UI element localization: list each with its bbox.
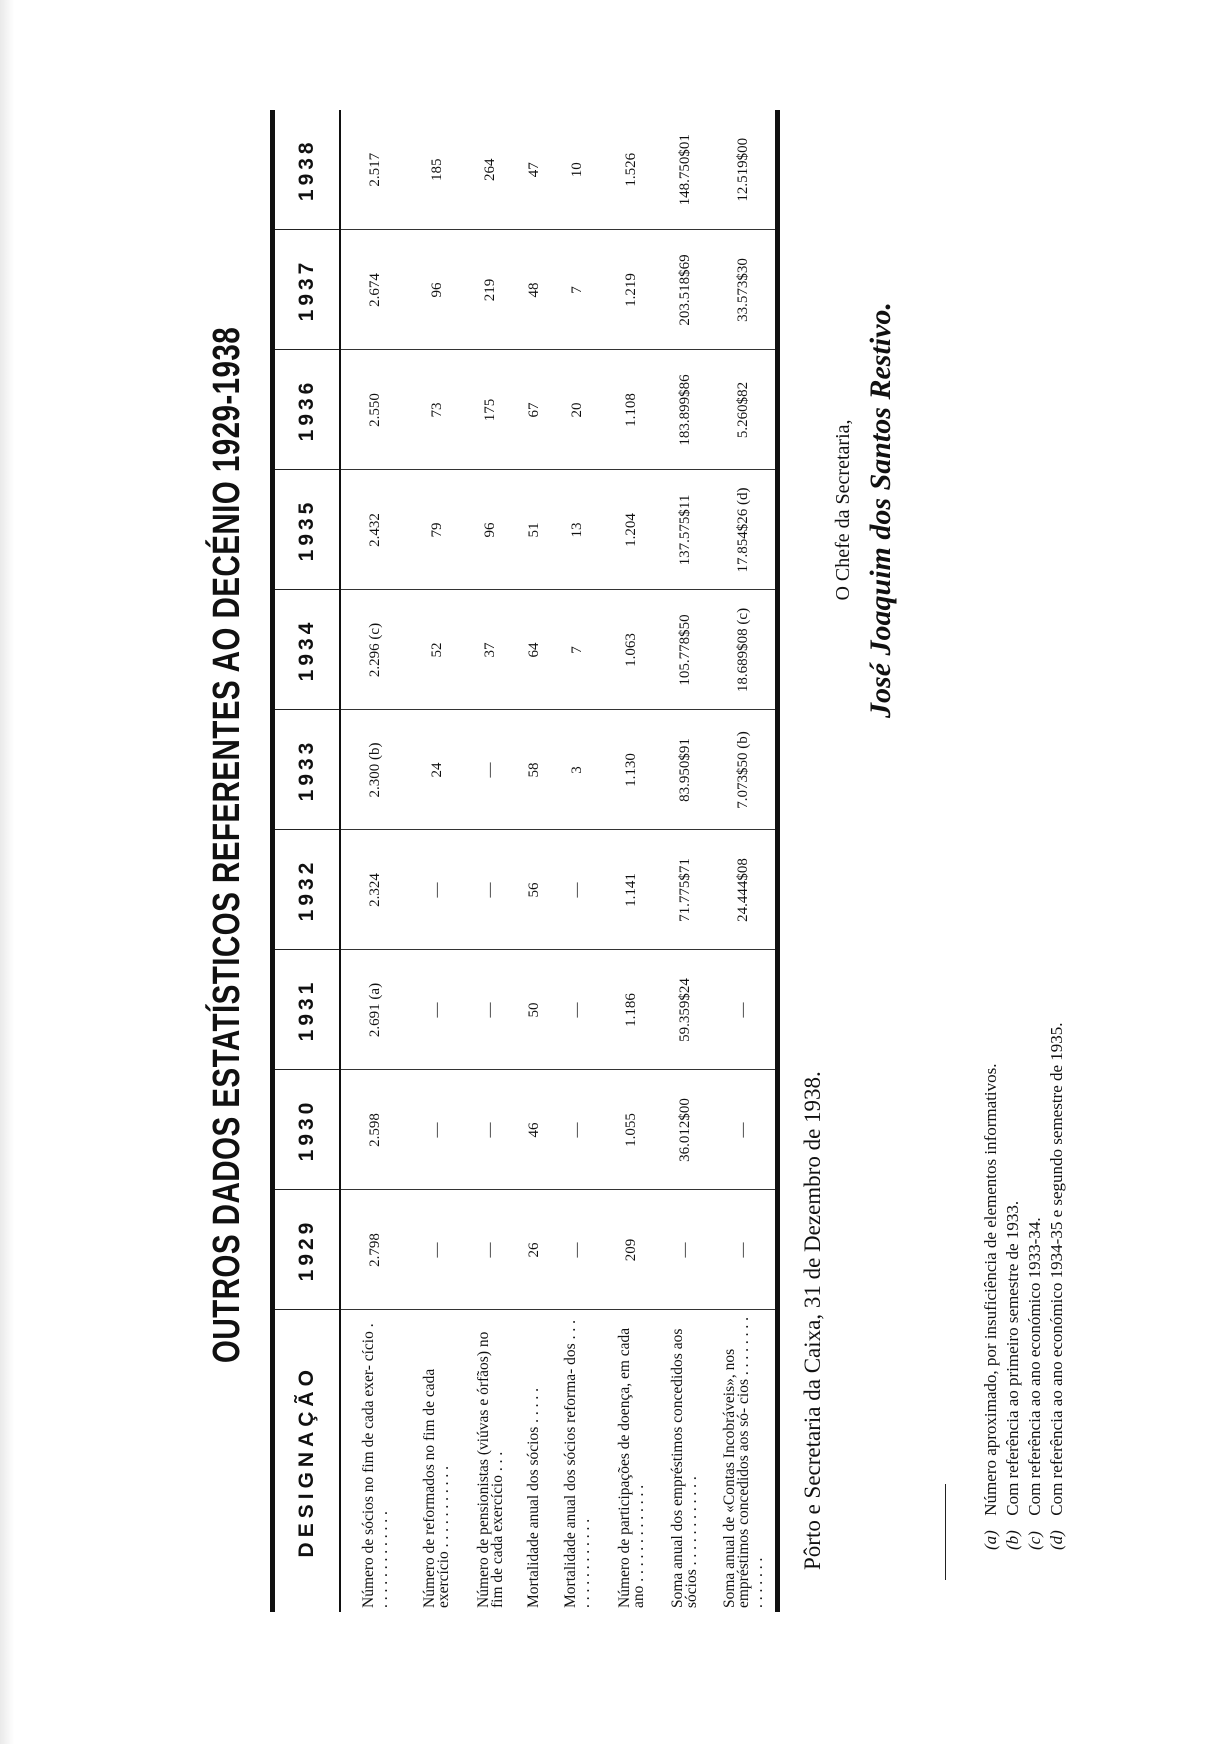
cell-value: 18.689$08 (c) [712, 590, 777, 710]
cell-value: 5.260$82 [712, 350, 777, 470]
cell-value: 37 [464, 590, 518, 710]
cell-value: 58 [518, 710, 552, 830]
cell-value: — [410, 950, 464, 1070]
footnote [1046, 650, 1068, 1550]
cell-value: 3 [551, 710, 605, 830]
footnote-text: Com referência ao ano económico 1933-34. [1025, 1217, 1044, 1516]
cell-value: 20 [551, 350, 605, 470]
header-year: 1933 [273, 710, 341, 830]
table-row [712, 110, 777, 1612]
cell-value: — [551, 950, 605, 1070]
cell-value: 12.519$00 [712, 110, 777, 230]
row-label: Soma anual dos empréstimos concedidos aos sócios . . . . . . . . . . . . [669, 1328, 701, 1608]
cell-value: 209 [605, 1190, 659, 1310]
cell-value: 1.130 [605, 710, 659, 830]
cell-value: 96 [410, 230, 464, 350]
cell-value: — [410, 830, 464, 950]
table-row [551, 110, 605, 1612]
row-label: Mortalidade anual dos sócios reforma- dos . . . . . . . . . . . . . . . [561, 1320, 593, 1608]
cell-value: — [712, 1070, 777, 1190]
cell-value: 7 [551, 230, 605, 350]
cell-value: 56 [518, 830, 552, 950]
cell-value: — [464, 710, 518, 830]
header-year: 1931 [273, 950, 341, 1070]
cell-value: 52 [410, 590, 464, 710]
cell-value: 2.550 [340, 350, 410, 470]
cell-value: — [464, 1070, 518, 1190]
cell-value: — [551, 830, 605, 950]
cell-value: 83.950$91 [658, 710, 712, 830]
rotated-page [200, 110, 1200, 1670]
cell-value: 2.798 [340, 1190, 410, 1310]
cell-value: 219 [464, 230, 518, 350]
header-designacao: DESIGNAÇÃO [273, 1310, 341, 1612]
cell-value: 59.359$24 [658, 950, 712, 1070]
header-year: 1938 [273, 110, 341, 230]
cell-value: 203.518$69 [658, 230, 712, 350]
cell-value: 2.432 [340, 470, 410, 590]
row-label: Número de pensionistas (viúvas e órfãos) no fim de cada exercício . . . [474, 1331, 506, 1608]
table-row [410, 110, 464, 1612]
cell-value: 2.598 [340, 1070, 410, 1190]
cell-value: 79 [410, 470, 464, 590]
cell-value: 1.055 [605, 1070, 659, 1190]
cell-value: 71.775$71 [658, 830, 712, 950]
row-label: Mortalidade anual dos sócios . . . . . [525, 1388, 543, 1608]
cell-value: 17.854$26 (d) [712, 470, 777, 590]
cell-value: 64 [518, 590, 552, 710]
cell-value: 175 [464, 350, 518, 470]
cell-value: 185 [410, 110, 464, 230]
footnote [1002, 650, 1024, 1550]
cell-value: 24 [410, 710, 464, 830]
cell-value: 7 [551, 590, 605, 710]
cell-value: 73 [410, 350, 464, 470]
cell-value: 1.204 [605, 470, 659, 590]
cell-value: 96 [464, 470, 518, 590]
row-label: Número de participações de doença, em cada ano . . . . . . . . . . . . . [615, 1327, 647, 1608]
cell-value: 36.012$00 [658, 1070, 712, 1190]
cell-value: 1.219 [605, 230, 659, 350]
cell-value: 2.296 (c) [340, 590, 410, 710]
header-year: 1930 [273, 1070, 341, 1190]
cell-value: — [464, 1190, 518, 1310]
footnote-mark: (a) [981, 1530, 1000, 1550]
signature-name: José Joaquim dos Santos Restivo. [864, 302, 897, 718]
header-year: 1929 [273, 1190, 341, 1310]
signature-role: O Chefe da Secretaria, [832, 419, 854, 601]
footnote-mark: (c) [1025, 1531, 1044, 1550]
cell-value: 10 [551, 110, 605, 230]
cell-value: 264 [464, 110, 518, 230]
cell-value: 24.444$08 [712, 830, 777, 950]
cell-value: 1.526 [605, 110, 659, 230]
footnote [1024, 650, 1046, 1550]
footnotes [980, 650, 1068, 1550]
cell-value: 26 [518, 1190, 552, 1310]
footnote [980, 650, 1002, 1550]
cell-value: 1.063 [605, 590, 659, 710]
row-label: Número de reformados no fim de cada exercício . . . . . . . . . . . [421, 1368, 453, 1608]
page-title: OUTROS DADOS ESTATÍSTICOS REFERENTES AO DECÉNIO 1929-1938 [206, 326, 248, 1364]
table-row [658, 110, 712, 1612]
cell-value: 13 [551, 470, 605, 590]
header-year: 1937 [273, 230, 341, 350]
cell-value: 137.575$11 [658, 470, 712, 590]
cell-value: 50 [518, 950, 552, 1070]
table-row [518, 110, 552, 1612]
place-date: Pôrto e Secretaria da Caixa, 31 de Dezembro de 1938. [800, 1071, 825, 1570]
cell-value: 51 [518, 470, 552, 590]
cell-value: 2.300 (b) [340, 710, 410, 830]
statistics-table [270, 110, 780, 1612]
row-label: Número de sócios no fim de cada exer- cício . . . . . . . . . . . . . . [359, 1323, 391, 1608]
table-row [605, 110, 659, 1612]
cell-value: — [658, 1190, 712, 1310]
cell-value: — [551, 1190, 605, 1310]
header-row [273, 110, 341, 1612]
table-row [340, 110, 410, 1612]
cell-value: 67 [518, 350, 552, 470]
statistics-table-wrap [270, 110, 780, 1612]
cell-value: 148.750$01 [658, 110, 712, 230]
scan-edge [0, 0, 14, 1744]
footnote-mark: (b) [1003, 1530, 1022, 1550]
cell-value: 2.517 [340, 110, 410, 230]
cell-value: — [712, 1190, 777, 1310]
cell-value: 47 [518, 110, 552, 230]
footnote-text: Com referência ao primeiro semestre de 1933. [1003, 1200, 1022, 1516]
cell-value: 183.899$86 [658, 350, 712, 470]
cell-value: 46 [518, 1070, 552, 1190]
header-year: 1936 [273, 350, 341, 470]
cell-value: 48 [518, 230, 552, 350]
cell-value: — [712, 950, 777, 1070]
cell-value: 2.324 [340, 830, 410, 950]
cell-value: 1.108 [605, 350, 659, 470]
header-year: 1932 [273, 830, 341, 950]
cell-value: 1.141 [605, 830, 659, 950]
footnote-mark: (d) [1047, 1530, 1066, 1550]
cell-value: 2.691 (a) [340, 950, 410, 1070]
cell-value: — [410, 1190, 464, 1310]
cell-value: — [410, 1070, 464, 1190]
cell-value: 1.186 [605, 950, 659, 1070]
cell-value: 2.674 [340, 230, 410, 350]
row-label: Soma anual de «Contas Incobráveis», nos empréstimos concedidos aos só- cios . . . . . . . . . . . . . . . [720, 1316, 766, 1608]
footnote-text: Com referência ao ano económico 1934-35 e segundo semestre de 1935. [1047, 1022, 1066, 1516]
cell-value: — [464, 830, 518, 950]
table-row [464, 110, 518, 1612]
cell-value: — [464, 950, 518, 1070]
cell-value: 7.073$50 (b) [712, 710, 777, 830]
header-year: 1934 [273, 590, 341, 710]
cell-value: 33.573$30 [712, 230, 777, 350]
footnote-text: Número aproximado, por insuficiência de elementos informativos. [981, 1063, 1000, 1516]
footnote-rule [945, 1484, 946, 1580]
cell-value: — [551, 1070, 605, 1190]
header-year: 1935 [273, 470, 341, 590]
cell-value: 105.778$50 [658, 590, 712, 710]
